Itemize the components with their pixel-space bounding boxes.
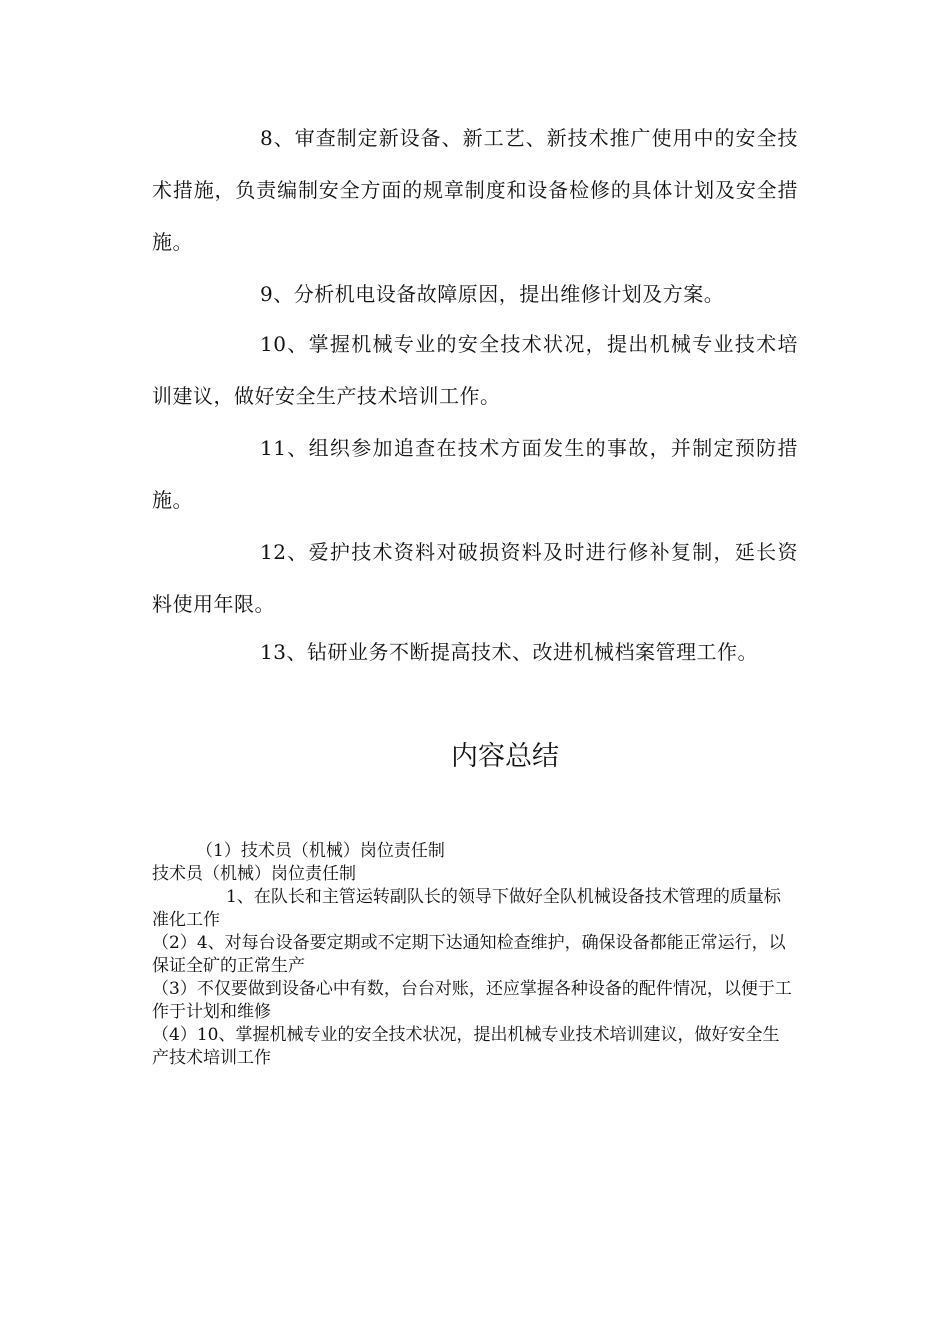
summary-title: 内容总结 bbox=[451, 741, 559, 772]
summary-line-6: （4）10、掌握机械专业的安全技术状况，提出机械专业技术培训建议，做好安全生产技术培训工作 bbox=[152, 1025, 780, 1068]
item-10-paragraph: 10、掌握机械专业的安全技术状况，提出机械专业技术培训建议，做好安全生产技术培训工作。 bbox=[152, 332, 798, 408]
summary-section bbox=[152, 840, 792, 1070]
summary-line-2: 技术员（机械）岗位责任制 bbox=[152, 864, 356, 884]
item-8-paragraph: 8、审查制定新设备、新工艺、新技术推广使用中的安全技术措施，负责编制安全方面的规章制度和设备检修的具体计划及安全措施。 bbox=[152, 126, 798, 254]
summary-line-3: 1、在队长和主管运转副队长的领导下做好全队机械设备技术管理的质量标准化工作 bbox=[152, 887, 781, 930]
item-12-paragraph: 12、爱护技术资料对破损资料及时进行修补复制，延长资料使用年限。 bbox=[152, 540, 798, 616]
summary-line-4: （2）4、对每台设备要定期或不定期下达通知检查维护，确保设备都能正常运行，以保证全矿的正常生产 bbox=[152, 933, 786, 976]
summary-line-1: （1）技术员（机械）岗位责任制 bbox=[196, 841, 445, 861]
summary-line-5: （3）不仅要做到设备心中有数，台台对账，还应掌握各种设备的配件情况，以便于工作于计划和维修 bbox=[152, 979, 792, 1022]
item-13-paragraph: 13、钻研业务不断提高技术、改进机械档案管理工作。 bbox=[260, 640, 758, 664]
item-9-paragraph: 9、分析机电设备故障原因，提出维修计划及方案。 bbox=[260, 282, 725, 306]
item-11-paragraph: 11、组织参加追查在技术方面发生的事故，并制定预防措施。 bbox=[152, 436, 798, 512]
